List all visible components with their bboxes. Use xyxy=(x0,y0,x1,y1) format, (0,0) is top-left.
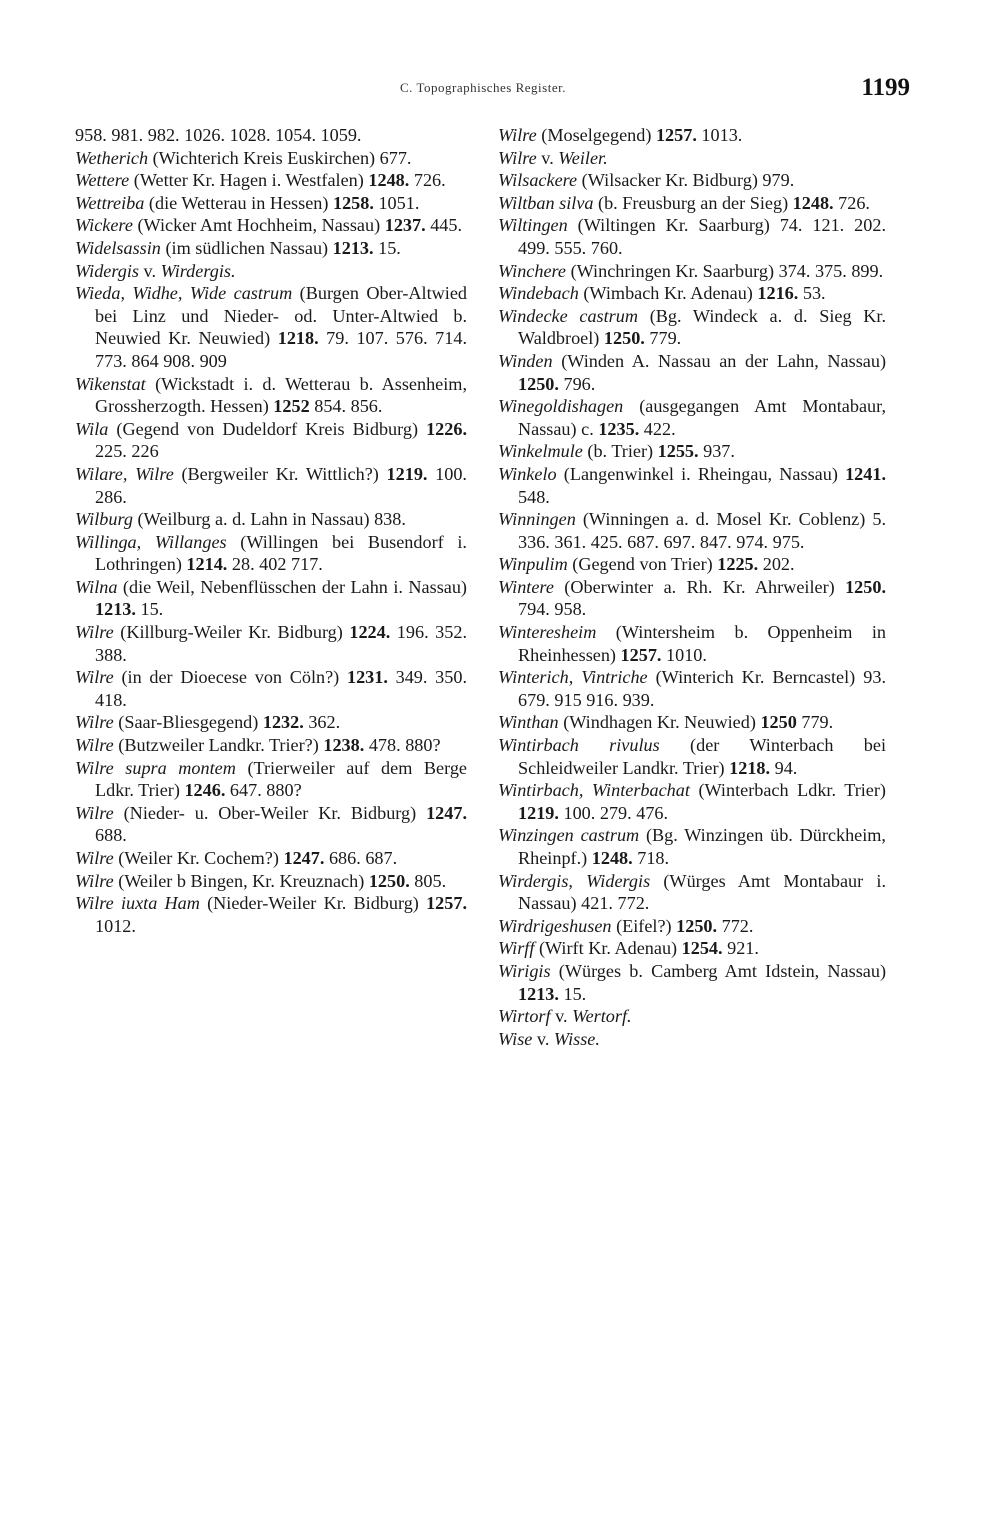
index-entry xyxy=(498,282,886,305)
entry-text: (Nieder-Weiler Kr. Bidburg) xyxy=(199,893,427,914)
index-entry xyxy=(498,124,886,147)
index-entry xyxy=(75,373,467,418)
index-entry xyxy=(498,666,886,711)
entry-term: Wirigis xyxy=(498,960,551,981)
entry-text: (im südlichen Nassau) xyxy=(160,237,333,258)
entry-term: Windecke castrum xyxy=(498,305,638,326)
entry-text: 937. xyxy=(698,441,735,462)
year-number: 1213. xyxy=(332,237,374,258)
entry-term: Wettere xyxy=(75,170,130,191)
index-entry xyxy=(498,870,886,915)
entry-text: 1012. xyxy=(95,915,136,936)
entry-text: 647. 880? xyxy=(225,780,302,801)
index-entry xyxy=(75,711,467,734)
entry-term: Wilre xyxy=(75,848,114,868)
entry-text: (Bg. Winzingen üb. Dürckheim, Rheinpf.) xyxy=(518,825,886,868)
year-number: 1237. xyxy=(384,215,426,236)
entry-term: Wilre xyxy=(498,147,537,168)
entry-text: (Winningen a. d. Mosel Kr. Coblenz) 5. 336. 361. 425. 687. 697. 847. 974. 975. xyxy=(518,509,886,552)
entry-text: v. xyxy=(536,147,559,168)
entry-text: 15. xyxy=(558,983,587,1004)
year-number: 1213. xyxy=(518,983,559,1004)
entry-text: 1013. xyxy=(696,125,743,145)
entry-term: Wetherich xyxy=(75,147,149,168)
entry-text: 854. 856. xyxy=(309,396,383,417)
entry-text: 726. xyxy=(833,192,870,213)
index-entry xyxy=(75,237,467,260)
index-entry xyxy=(498,711,886,734)
index-entry xyxy=(498,960,886,1005)
index-entry xyxy=(498,395,886,440)
cross-reference: Wisse. xyxy=(553,1028,600,1049)
entry-term: Wiltban silva xyxy=(498,192,594,213)
entry-term: Wirdergis, Widergis xyxy=(498,870,651,891)
entry-text: (Bg. Windeck a. d. Sieg Kr. Waldbroel) xyxy=(518,305,887,349)
year-number: 1248. xyxy=(792,192,834,213)
year-number: 1252 xyxy=(273,396,310,417)
index-entry xyxy=(75,214,467,237)
entry-term: Wirff xyxy=(498,938,535,959)
year-number: 1235. xyxy=(598,418,640,439)
entry-text: (Saar-Bliesgegend) xyxy=(113,712,263,733)
index-entry xyxy=(75,621,467,666)
year-number: 1241. xyxy=(845,463,886,484)
entry-term: Winden xyxy=(498,350,553,371)
entry-text: 100. 279. 476. xyxy=(558,802,669,823)
index-entry xyxy=(75,418,467,463)
entry-term: Wilre iuxta Ham xyxy=(75,893,200,914)
entry-text: 362. xyxy=(303,712,341,733)
entry-text: (Weilburg a. d. Lahn in Nassau) 838. xyxy=(132,509,406,530)
index-entry xyxy=(75,282,467,372)
entry-text: (Wimbach Kr. Adenau) xyxy=(578,283,758,304)
entry-term: Wintirbach, Winterbachat xyxy=(498,780,690,801)
entry-text: 718. xyxy=(632,848,670,868)
entry-text: (Winterich Kr. Berncastel) 93. 679. 915 916. 939. xyxy=(518,667,886,710)
entry-text: 726. xyxy=(409,170,446,191)
page-header xyxy=(60,74,910,104)
index-entry xyxy=(498,553,886,576)
entry-text: 779. xyxy=(796,712,834,733)
year-number: 1216. xyxy=(757,283,799,304)
entry-term: Wettreiba xyxy=(75,192,145,213)
year-number: 1248. xyxy=(368,170,410,191)
entry-text: (Wiltingen Kr. Saarburg) 74. 121. 202. 499. 555. 760. xyxy=(518,215,886,258)
entry-text: 349. 350. 418. xyxy=(95,667,468,710)
entry-term: Wilre xyxy=(75,667,114,688)
year-number: 1254. xyxy=(681,938,723,959)
year-number: 1257. xyxy=(620,644,662,665)
entry-text: (in der Dioecese von Cöln?) xyxy=(113,667,347,688)
year-number: 1250. xyxy=(676,915,718,936)
entry-term: Wilre xyxy=(498,125,537,145)
entry-term: Wila xyxy=(75,418,109,439)
entry-text: (Oberwinter a. Rh. Kr. Ahrweiler) xyxy=(553,576,846,597)
index-entry xyxy=(75,734,467,757)
entry-text: (der Winterbach bei Schleidweiler Landkr. Trier) xyxy=(518,735,886,778)
year-number: 1231. xyxy=(346,667,388,688)
entry-term: Winningen xyxy=(498,509,576,530)
cross-reference: Wirdergis. xyxy=(160,260,236,281)
entry-text: (Winchringen Kr. Saarburg) 374. 375. 899. xyxy=(566,260,884,281)
index-entry xyxy=(75,531,467,576)
index-entry xyxy=(75,576,467,621)
index-entry xyxy=(498,937,886,960)
index-entry xyxy=(498,350,886,395)
index-entry xyxy=(498,508,886,553)
entry-term: Winzingen castrum xyxy=(498,825,640,846)
entry-text: (Wichterich Kreis Euskirchen) 677. xyxy=(148,147,412,168)
entry-text: 688. xyxy=(95,825,127,846)
index-entry xyxy=(498,463,886,508)
entry-term: Wilre xyxy=(75,802,114,823)
entry-text: 28. 402 717. xyxy=(227,554,323,575)
index-entry xyxy=(498,192,886,215)
index-entry xyxy=(498,734,886,779)
index-entry xyxy=(75,757,467,802)
entry-text: (Gegend von Dudeldorf Kreis Bidburg) xyxy=(108,418,427,439)
entry-term: Windebach xyxy=(498,283,579,304)
entry-term: Wilsackere xyxy=(498,170,578,191)
index-entry xyxy=(498,576,886,621)
entry-term: Winthan xyxy=(498,712,559,733)
entry-term: Wintirbach rivulus xyxy=(498,735,660,756)
entry-text: 225. 226 xyxy=(95,441,159,462)
entry-term: Wilburg xyxy=(75,509,133,530)
index-entry xyxy=(75,802,467,847)
entry-text: (Willingen bei Busendorf i. Lothringen) xyxy=(95,531,467,575)
year-number: 1250. xyxy=(603,328,645,349)
entry-text: 1051. xyxy=(373,192,420,213)
index-entry xyxy=(75,463,467,508)
year-number: 1214. xyxy=(186,554,228,575)
index-entry xyxy=(75,892,467,937)
year-number: 1219. xyxy=(386,463,428,484)
entry-text: 1010. xyxy=(661,644,707,665)
entry-text: 79. 107. 576. 714. 773. 864 908. 909 xyxy=(95,328,468,371)
year-number: 1257. xyxy=(655,125,697,145)
index-entry xyxy=(75,169,467,192)
entry-text: (Burgen Ober-Altwied bei Linz und Nieder- od. Unter-Altwied b. Neuwied Kr. Neuwied) xyxy=(95,283,468,349)
entry-term: Wilre xyxy=(75,712,114,733)
entry-term: Winkelmule xyxy=(498,441,583,462)
index-entry xyxy=(75,508,467,531)
entry-text: 794. 958. xyxy=(518,599,587,620)
entry-text: (ausgegangen Amt Montabaur, Nassau) c. xyxy=(518,396,886,439)
entry-text: (Weiler Kr. Cochem?) xyxy=(113,848,284,868)
running-head: C. Topographisches Register. xyxy=(400,80,566,95)
entry-term: Winegoldishagen xyxy=(498,396,624,417)
entry-text: (Wirft Kr. Adenau) xyxy=(534,938,682,959)
index-entry xyxy=(498,440,886,463)
entry-text: 805. xyxy=(409,870,447,891)
entry-term: Widelsassin xyxy=(75,237,161,258)
entry-term: Willinga, Willanges xyxy=(75,531,227,552)
year-number: 1257. xyxy=(426,893,467,914)
entry-term: Wilre xyxy=(75,622,114,643)
entry-text: 53. xyxy=(798,283,826,304)
entry-term: Wikenstat xyxy=(75,373,146,394)
entry-term: Winteresheim xyxy=(498,622,597,643)
entry-text: (Gegend von Trier) xyxy=(567,554,718,575)
year-number: 1250 xyxy=(760,712,797,733)
entry-text: (Eifel?) xyxy=(611,915,677,936)
entry-text: 15. xyxy=(373,237,401,258)
index-entry xyxy=(498,214,886,259)
entry-text: 686. 687. xyxy=(324,848,398,868)
entry-text: (Butzweiler Landkr. Trier?) xyxy=(113,735,324,756)
entry-text: (Würges b. Camberg Amt Idstein, Nassau) xyxy=(550,960,886,981)
entry-text: 796. xyxy=(558,373,596,394)
entry-text: 548. xyxy=(518,486,550,507)
entry-text: (Moselgegend) xyxy=(536,125,656,145)
year-number: 1246. xyxy=(184,780,226,801)
entry-term: Winchere xyxy=(498,260,567,281)
entry-term: Winterich, Vintriche xyxy=(498,667,648,688)
index-entry xyxy=(498,147,886,170)
year-number: 1255. xyxy=(657,441,699,462)
entry-text: 772. xyxy=(717,915,754,936)
entry-text: 202. xyxy=(758,554,795,575)
entry-term: Wilre supra montem xyxy=(75,757,236,778)
year-number: 1219. xyxy=(518,802,559,823)
year-number: 1250. xyxy=(845,576,886,597)
index-entry xyxy=(498,824,886,869)
entry-text: 921. xyxy=(722,938,759,959)
index-entry xyxy=(498,779,886,824)
index-entry xyxy=(498,1005,886,1028)
entry-text: (Trierweiler auf dem Berge Ldkr. Trier) xyxy=(95,757,468,801)
index-entry xyxy=(75,260,467,283)
index-entry xyxy=(498,169,886,192)
cross-reference: Wertorf. xyxy=(572,1006,632,1027)
entry-text: (die Weil, Nebenflüsschen der Lahn i. Nassau) xyxy=(117,576,467,597)
entry-text: (Wetter Kr. Hagen i. Westfalen) xyxy=(129,170,369,191)
entry-term: Wickere xyxy=(75,215,133,236)
entry-text: (Weiler b Bingen, Kr. Kreuznach) xyxy=(113,870,369,891)
index-entry xyxy=(75,847,467,870)
index-entry xyxy=(75,192,467,215)
entry-term: Winpulim xyxy=(498,554,568,575)
entry-text: (die Wetterau in Hessen) xyxy=(144,192,333,213)
entry-text: v. xyxy=(550,1006,573,1027)
entry-text: 15. xyxy=(135,599,164,620)
right-column xyxy=(498,124,886,1050)
entry-text: (Winterbach Ldkr. Trier) xyxy=(689,780,886,801)
index-entry xyxy=(75,666,467,711)
entry-text: (Langenwinkel i. Rheingau, Nassau) xyxy=(556,463,846,484)
index-entry xyxy=(498,621,886,666)
page-number: 1199 xyxy=(861,74,910,101)
year-number: 1232. xyxy=(262,712,304,733)
entry-text: (Nieder- u. Ober-Weiler Kr. Bidburg) xyxy=(113,802,427,823)
entry-term: Wilre xyxy=(75,870,114,891)
year-number: 1250. xyxy=(368,870,410,891)
entry-text: 779. xyxy=(644,328,682,349)
year-number: 1213. xyxy=(95,599,136,620)
index-entry xyxy=(498,915,886,938)
index-entry xyxy=(75,124,467,147)
year-number: 1258. xyxy=(332,192,374,213)
year-number: 1226. xyxy=(426,418,467,439)
index-entry xyxy=(498,305,886,350)
year-number: 1250. xyxy=(518,373,559,394)
entry-term: Wilre xyxy=(75,735,114,756)
entry-term: Winkelo xyxy=(498,463,557,484)
entry-term: Wirtorf xyxy=(498,1006,551,1027)
year-number: 1218. xyxy=(729,757,771,778)
entry-text: 478. 880? xyxy=(364,735,441,756)
entry-text: (Würges Amt Montabaur i. Nassau) 421. 772. xyxy=(518,870,887,914)
entry-term: Wise xyxy=(498,1028,533,1049)
entry-text: 100. 286. xyxy=(95,463,467,507)
index-entry xyxy=(498,1028,886,1051)
entry-term: Wilna xyxy=(75,576,118,597)
entry-text: (Wicker Amt Hochheim, Nassau) xyxy=(132,215,385,236)
year-number: 1238. xyxy=(323,735,365,756)
entry-text: (Wilsacker Kr. Bidburg) 979. xyxy=(577,170,795,191)
entry-term: Widergis xyxy=(75,260,139,281)
entry-term: Wintere xyxy=(498,576,554,597)
year-number: 1247. xyxy=(426,802,467,823)
entry-text: (b. Freusburg an der Sieg) xyxy=(593,192,793,213)
entry-text: 445. xyxy=(425,215,463,236)
year-number: 1247. xyxy=(283,848,325,868)
entry-text: (b. Trier) xyxy=(582,441,658,462)
year-number: 1248. xyxy=(591,848,633,868)
entry-term: Wieda, Widhe, Wide castrum xyxy=(75,283,293,304)
entry-text: (Killburg-Weiler Kr. Bidburg) xyxy=(113,622,350,643)
index-entry xyxy=(75,870,467,893)
entry-term: Wiltingen xyxy=(498,215,568,236)
entry-text: v. xyxy=(532,1028,554,1049)
entry-text: 94. xyxy=(770,757,798,778)
year-number: 1225. xyxy=(717,554,759,575)
year-number: 1218. xyxy=(277,328,319,349)
entry-text: (Winden A. Nassau an der Lahn, Nassau) xyxy=(552,350,886,371)
entry-text: 958. 981. 982. 1026. 1028. 1054. 1059. xyxy=(75,125,362,145)
entry-term: Wirdrigeshusen xyxy=(498,915,612,936)
entry-term: Wilare, Wilre xyxy=(75,463,174,484)
index-entry xyxy=(75,147,467,170)
entry-text: (Windhagen Kr. Neuwied) xyxy=(558,712,761,733)
cross-reference: Weiler. xyxy=(558,147,608,168)
year-number: 1224. xyxy=(349,622,391,643)
entry-text: 422. xyxy=(639,418,676,439)
entry-text: v. xyxy=(139,260,161,281)
entry-text: 196. 352. 388. xyxy=(95,622,467,665)
left-column xyxy=(75,124,467,937)
index-entry xyxy=(498,260,886,283)
entry-text: (Wickstadt i. d. Wetterau b. Assenheim, Grossherzogth. Hessen) xyxy=(95,373,467,417)
entry-text: (Bergweiler Kr. Wittlich?) xyxy=(173,463,387,484)
entry-text: (Wintersheim b. Oppenheim in Rheinhessen) xyxy=(518,622,886,665)
